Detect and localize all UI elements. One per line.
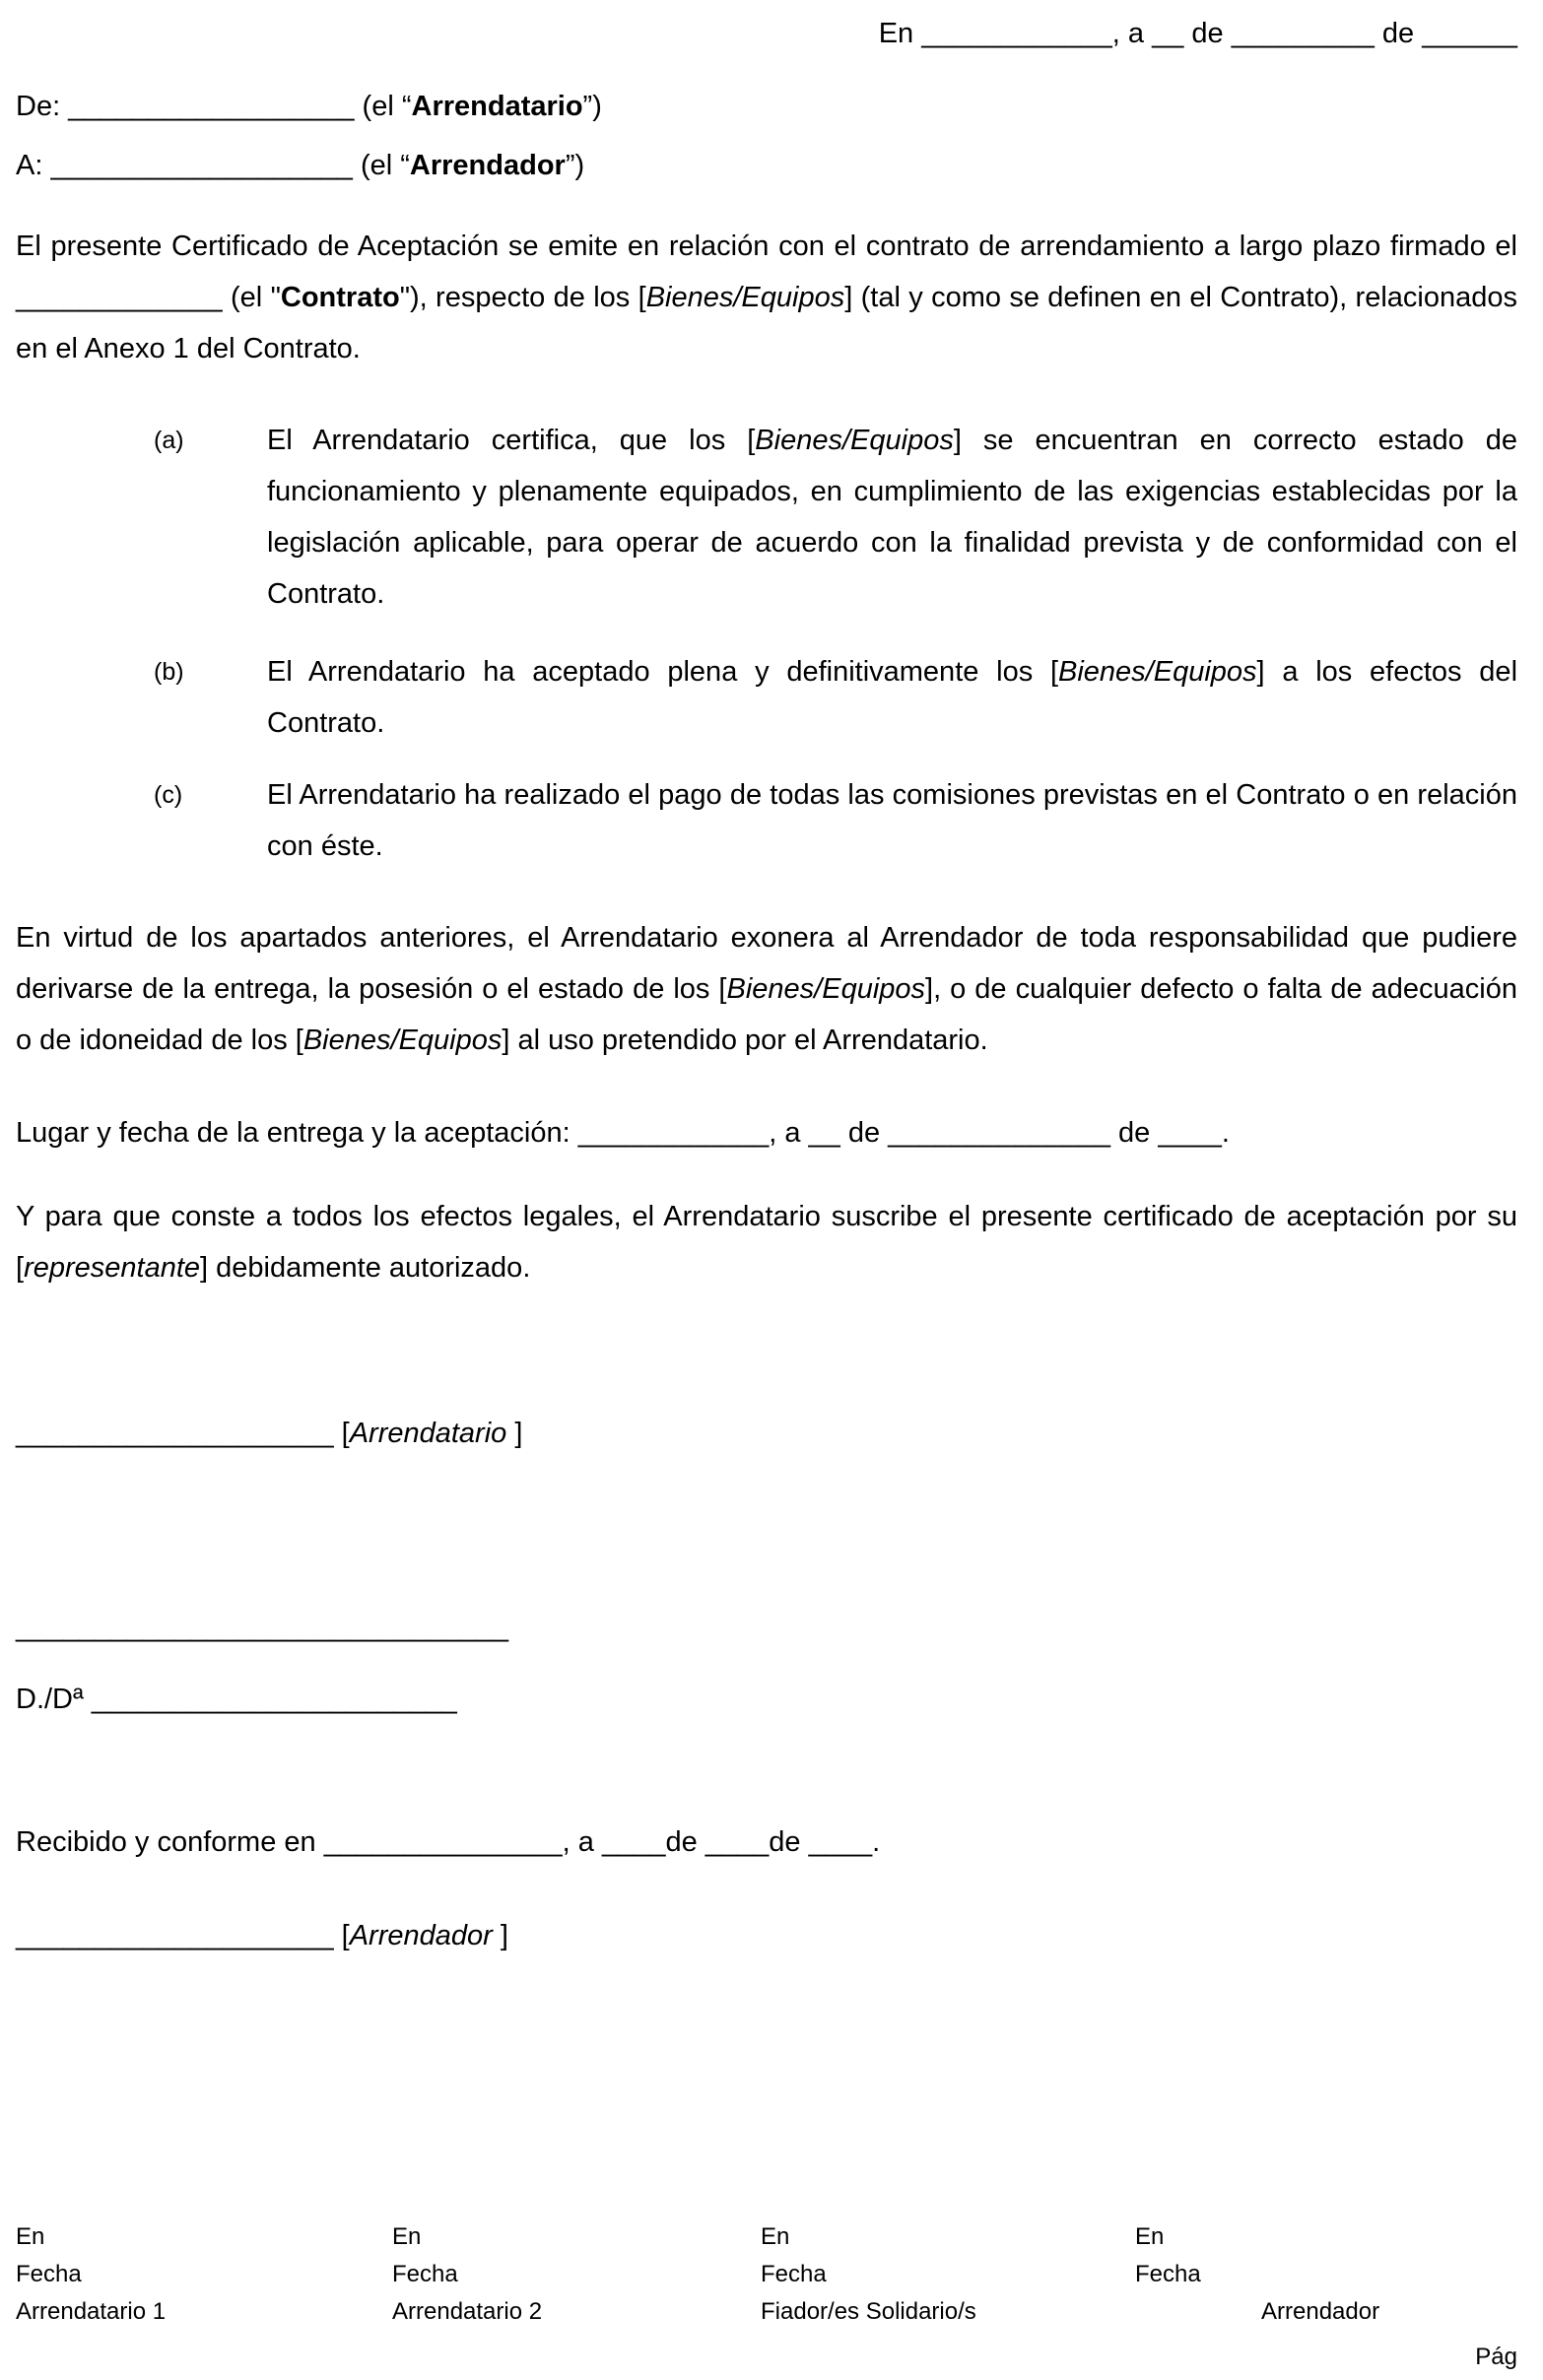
list-item-c-text — [267, 769, 1517, 872]
list-item-c-label: (c) — [154, 781, 183, 809]
footer-col3-en: En — [761, 2223, 790, 2250]
item-a-seg-0: El Arrendatario certifica, que los [ — [267, 425, 756, 456]
from-line — [16, 81, 1517, 132]
footer-col-fiador — [761, 2218, 1135, 2331]
signature-blank-line — [16, 1602, 1517, 1653]
sig-arrendador-label: Arrendador — [349, 1920, 501, 1951]
from-line-prefix: De: __________________ (el “ — [16, 91, 412, 122]
received-line — [16, 1817, 1517, 1868]
page-number-label: Pág — [1475, 2344, 1517, 2370]
date-line — [16, 8, 1517, 59]
item-b-bienes-italic: Bienes/Equipos — [1058, 656, 1257, 688]
intro-seg-2: "), respecto de los [ — [399, 282, 646, 313]
sig-arrendador-blank: ____________________ [ — [16, 1920, 350, 1951]
signature-line-arrendador — [16, 1910, 1517, 1961]
item-b-seg-0: El Arrendatario ha aceptado plena y definitivamente los [ — [267, 656, 1059, 688]
footer-col-arrendador — [1135, 2218, 1517, 2331]
footer-col2-name: Arrendatario 2 — [392, 2298, 543, 2325]
list-item-a-label: (a) — [154, 427, 184, 454]
sig-arrendador-bracket: ] — [500, 1920, 508, 1951]
date-line-text: En ____________, a __ de _________ de ______ — [878, 18, 1517, 49]
intro-contrato-bold: Contrato — [280, 282, 400, 313]
to-line-prefix: A: ___________________ (el “ — [16, 150, 410, 181]
delivery-date-line — [16, 1107, 1517, 1158]
sig-arrendatario-bracket: ] — [514, 1418, 523, 1449]
intro-seg-0: El presente Certificado de Aceptación se emite en relación con el contrato de arrendamiento a largo plazo firmado el _____________ (el " — [16, 231, 1517, 313]
footer-col2-en: En — [392, 2223, 422, 2250]
signature-footer — [16, 2218, 1517, 2331]
virtud-bienes-italic-1: Bienes/Equipos — [726, 973, 926, 1005]
to-line-suffix: ”) — [565, 150, 585, 181]
footer-col-arrendatario-1 — [16, 2218, 392, 2331]
footer-col1-fecha: Fecha — [16, 2261, 82, 2287]
intro-bienes-italic: Bienes/Equipos — [645, 282, 845, 313]
from-line-suffix: ”) — [582, 91, 602, 122]
signatory-name-line — [16, 1674, 1517, 1725]
signatory-name-text: D./Dª _______________________ — [16, 1684, 457, 1715]
footer-col4-en: En — [1135, 2223, 1165, 2250]
from-line-party: Arrendatario — [411, 91, 583, 122]
intro-paragraph — [16, 221, 1517, 374]
received-line-text: Recibido y conforme en _______________, a ____de ____de ____. — [16, 1826, 881, 1858]
footer-col2-fecha: Fecha — [392, 2261, 458, 2287]
virtud-bienes-italic-2: Bienes/Equipos — [302, 1025, 503, 1056]
closing-paragraph — [16, 1191, 1517, 1293]
item-c-seg-0: El Arrendatario ha realizado el pago de todas las comisiones previstas en el Contrato o en relación con éste. — [267, 779, 1517, 862]
conste-representante-italic: representante — [24, 1252, 201, 1284]
virtud-seg-2: ], o de cualquier defecto o falta de adecuación o de idoneidad de los [ — [16, 973, 1518, 1056]
to-line — [16, 140, 1517, 191]
virtud-seg-0: En virtud de los apartados anteriores, el Arrendatario exonera al Arrendador de toda responsabilidad que pudiere derivarse de la entrega, la posesión o el estado de los [ — [16, 922, 1517, 1005]
intro-seg-4: ] (tal y como se definen en el Contrato), relacionados en el Anexo 1 del Contrato. — [16, 282, 1517, 364]
list-item-b — [16, 646, 1517, 749]
virtud-seg-4: ] al uso pretendido por el Arrendatario. — [502, 1025, 988, 1056]
conste-seg-0: Y para que conste a todos los efectos legales, el Arrendatario suscribe el presente certificado de aceptación por su [ — [16, 1201, 1517, 1284]
item-a-seg-2: ] se encuentran en correcto estado de funcionamiento y plenamente equipados, en cumplimiento de las exigencias establecidas por la legislación aplicable, para operar de acuerdo con la finalidad prevista y de conformidad con el Contrato. — [267, 425, 1518, 610]
item-a-bienes-italic: Bienes/Equipos — [755, 425, 954, 456]
exoneration-paragraph — [16, 912, 1517, 1066]
footer-col3-name: Fiador/es Solidario/s — [761, 2298, 976, 2325]
footer-col1-name: Arrendatario 1 — [16, 2298, 167, 2325]
footer-col1-en: En — [16, 2223, 45, 2250]
item-b-seg-2: ] a los efectos del Contrato. — [267, 656, 1518, 739]
signature-line-arrendatario — [16, 1408, 1517, 1459]
list-item-b-text — [267, 646, 1517, 749]
to-line-party: Arrendador — [409, 150, 566, 181]
signature-blank-line-text: _______________________________ — [16, 1612, 508, 1643]
delivery-date-text: Lugar y fecha de la entrega y la aceptación: ____________, a __ de ______________ de ____. — [16, 1117, 1230, 1149]
list-item-a-text — [267, 415, 1517, 620]
footer-col4-fecha: Fecha — [1135, 2261, 1201, 2287]
list-item-a — [16, 415, 1517, 620]
footer-col-arrendatario-2 — [392, 2218, 761, 2331]
footer-col3-fecha: Fecha — [761, 2261, 827, 2287]
list-item-c — [16, 769, 1517, 872]
sig-arrendatario-blank: ____________________ [ — [16, 1418, 350, 1449]
conste-seg-2: ] debidamente autorizado. — [200, 1252, 531, 1284]
footer-col4-name: Arrendador — [1261, 2298, 1380, 2325]
list-item-b-label: (b) — [154, 658, 184, 686]
sig-arrendatario-label: Arrendatario — [349, 1418, 515, 1449]
